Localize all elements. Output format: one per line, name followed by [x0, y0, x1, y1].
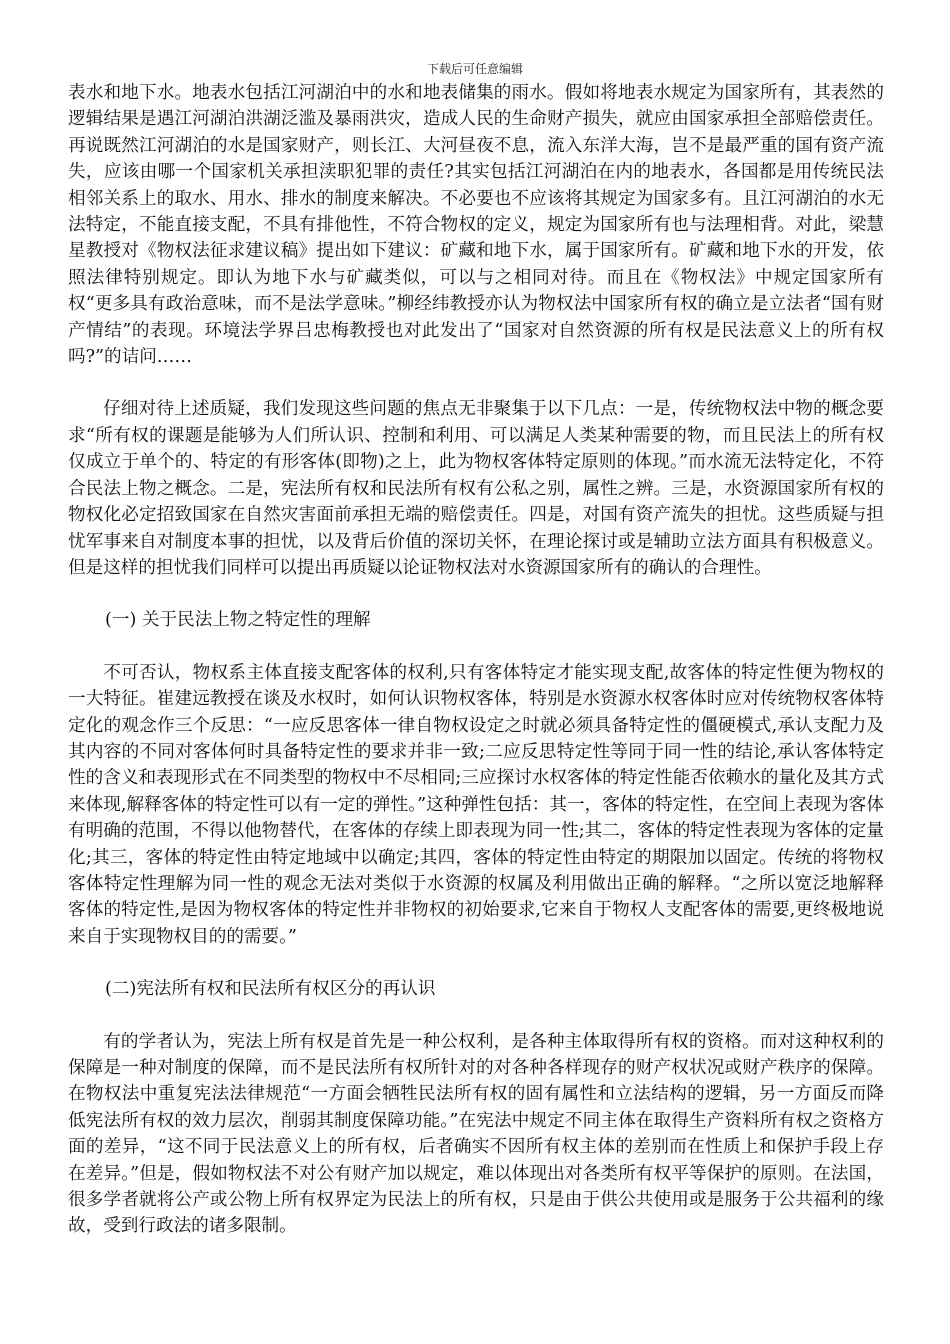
paragraph-gap — [68, 634, 884, 660]
section-heading-1: (一) 关于民法上物之特定性的理解 — [105, 610, 371, 631]
paragraph-4: 有的学者认为，宪法上所有权是首先是一种公权利，是各种主体取得所有权的资格。而对这种权利的保障是一种对制度的保障，而不是民法所有权所针对的对各种各样现存的财产权状况或财产秩序的保障。在物权法中重复宪法法律规范“一方面会牺牲民法所有权的固有属性和立法结构的逻辑，另一方面反而降低宪法所有权的效力层次，削弱其制度保障功能。”在宪法中规定不同主体在取得生产资料所有权之资格方面的差异，“这不同于民法意义上的所有权，后者确实不因所有权主体的差别而在性质上和保护手段上存在差异。”但是，假如物权法不对公有财产加以规定，难以体现出对各类所有权平等保护的原则。在法国，很多学者就将公产或公物上所有权界定为民法上的所有权，只是由于供公共使用或是服务于公共福利的缘故，受到行政法的诸多限制。 — [68, 1031, 884, 1237]
paragraph-gap — [68, 370, 884, 396]
paragraph-gap — [68, 950, 884, 976]
paragraph-gap — [68, 581, 884, 607]
paragraph-gap — [68, 1003, 884, 1029]
paragraph-2: 仔细对待上述质疑，我们发现这些问题的焦点无非聚集于以下几点：一是，传统物权法中物的概念要求“所有权的课题是能够为人们所认识、控制和利用、可以满足人类某种需要的物，而且民法上的所有权仅成立于单个的、特定的有形客体(即物)之上，此为物权客体特定原则的体现。”而水流无法特定化，不符合民法上物之概念。二是，宪法所有权和民法所有权有公私之别，属性之辨。三是，水资源国家所有权的物权化必定招致国家在自然灾害面前承担无端的赔偿责任。四是，对国有资产流失的担忧。这些质疑与担忧军事来自对制度本事的担忧，以及背后价值的深切关怀，在理论探讨或是辅助立法方面具有积极意义。但是这样的担忧我们同样可以提出再质疑以论证物权法对水资源国家所有的确认的合理性。 — [68, 399, 884, 578]
paragraph-1: 表水和地下水。地表水包括江河湖泊中的水和地表储集的雨水。假如将地表水规定为国家所有，其表然的逻辑结果是遇江河湖泊洪湖泛滥及暴雨洪灾，造成人民的生命财产损失，就应由国家承担全部赔偿责任。再说既然江河湖泊的水是国家财产，则长江、大河昼夜不息，流入东洋大海，岂不是最严重的国有资产流失，应该由哪一个国家机关承担渎职犯罪的责任?其实包括江河湖泊在内的地表水，各国都是用传统民法相邻关系上的取水、用水、排水的制度来解决。不必要也不应该将其规定为国家多有。且江河湖泊的水无法特定，不能直接支配，不具有排他性，不符合物权的定义，规定为国家所有也与法理相背。对此，梁慧星教授对《物权法征求建议稿》提出如下建议：矿藏和地下水，属于国家所有。矿藏和地下水的开发，依照法律特别规定。即认为地下水与矿藏类似，可以与之相同对待。而且在《物权法》中规定国家所有权“更多具有政治意味，而不是法学意味。”柳经纬教授亦认为物权法中国家所有权的确立是立法者“国有财产情结”的表现。环境法学界吕忠梅教授也对此发出了“国家对自然资源的所有权是民法意义上的所有权吗?”的诘问…… — [68, 83, 884, 368]
document-body — [68, 80, 884, 1240]
paragraph-3: 不可否认，物权系主体直接支配客体的权利,只有客体特定才能实现支配,故客体的特定性便为物权的一大特征。崔建远教授在谈及水权时，如何认识物权客体，特别是水资源水权客体时应对传统物权客体特定化的观念作三个反思：“一应反思客体一律自物权设定之时就必须具备特定性的僵硬模式,承认支配力及其内容的不同对客体何时具备特定性的要求并非一致;二应反思特定性等同于同一性的结论,承认客体特定性的含义和表现形式在不同类型的物权中不尽相同;三应探讨水权客体的特定性能否依赖水的量化及其方式来体现,解释客体的特定性可以有一定的弹性。”这种弹性包括：其一，客体的特定性，在空间上表现为客体有明确的范围，不得以他物替代，在客体的存续上即表现为同一性;其二，客体的特定性表现为客体的定量化;其三，客体的特定性由特定地域中以确定;其四，客体的特定性由特定的期限加以固定。传统的将物权客体特定性理解为同一性的观念无法对类似于水资源的权属及利用做出正确的解释。“之所以宽泛地解释客体的特定性,是因为物权客体的特定性并非物权的初始要求,它来自于物权人支配客体的需要,更终极地说来自于实现物权目的的需要。” — [68, 662, 884, 947]
section-heading-2: (二)宪法所有权和民法所有权区分的再认识 — [105, 979, 436, 1000]
page-header-note: 下载后可任意编辑 — [426, 62, 523, 76]
